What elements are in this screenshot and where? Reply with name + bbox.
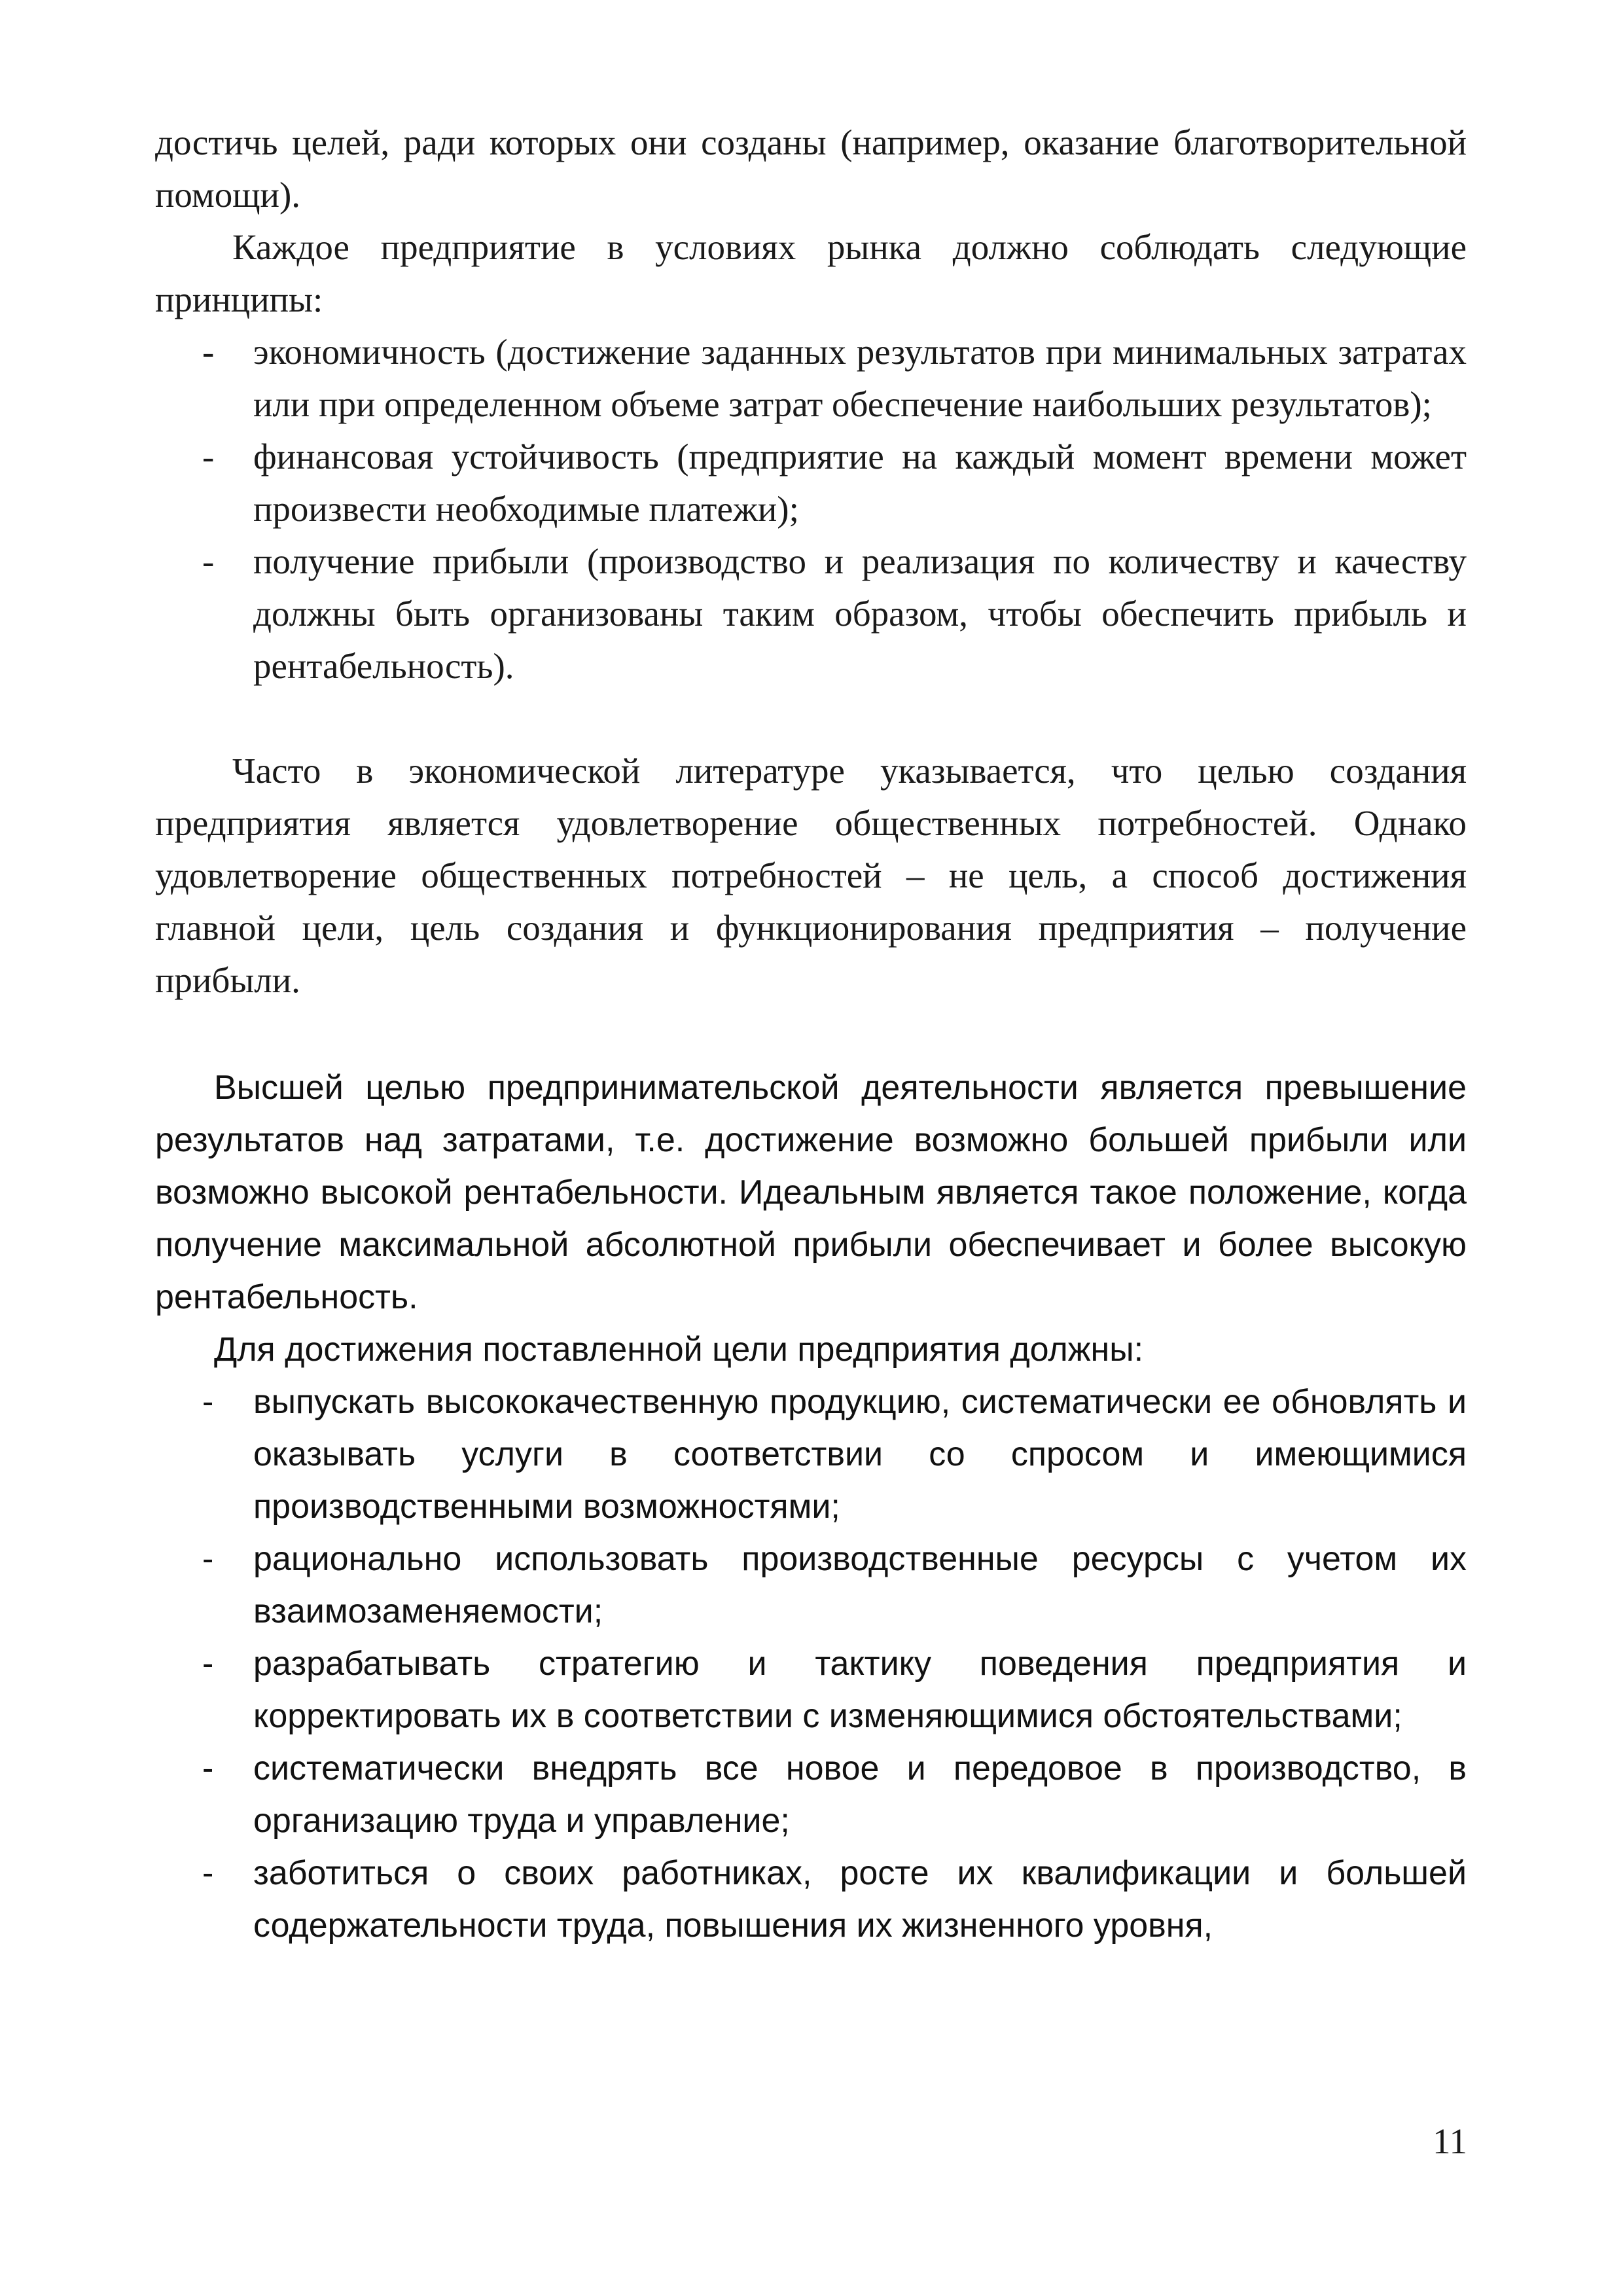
- paragraph-highest-goal: Высшей целью предпринимательской деятельности является превышение результатов над затратами, т.е. достижение возможно большей прибыли или возможно высокой рентабельности. Идеальным является такое положение, когда получение максимальной абсолютной прибыли обеспечивает и более высокую рентабельность.: [155, 1069, 1467, 1316]
- dash-marker: -: [202, 1645, 214, 1683]
- list-item: - систематически внедрять все новое и передовое в производство, в организацию труда и управление;: [155, 1742, 1467, 1847]
- list-item: - получение прибыли (производство и реализация по количеству и качеству должны быть организованы таким образом, чтобы обеспечить прибыль и рентабельность).: [155, 535, 1467, 692]
- dash-marker: -: [202, 332, 215, 372]
- principles-list: [155, 326, 1467, 692]
- list-item: - заботиться о своих работниках, росте их квалификации и большей содержательности труда, повышения их жизненного уровня,: [155, 1847, 1467, 1952]
- text-column: [155, 117, 1467, 1007]
- intro-continuation: достичь целей, ради которых они созданы (например, оказание благотворительной помощи).: [155, 122, 1467, 215]
- tasks-intro: Для достижения поставленной цели предприятия должны:: [214, 1331, 1144, 1369]
- page-number: 11: [1433, 2121, 1467, 2161]
- text-column-sans: [155, 1062, 1467, 1952]
- principles-intro: Каждое предприятие в условиях рынка должно соблюдать следующие принципы:: [155, 227, 1467, 319]
- dash-marker: -: [202, 1854, 214, 1892]
- list-item: - рационально использовать производственные ресурсы с учетом их взаимозаменяемости;: [155, 1533, 1467, 1638]
- dash-marker: -: [202, 1749, 214, 1787]
- tasks-list: [155, 1376, 1467, 1952]
- list-item: - выпускать высококачественную продукцию, систематически ее обновлять и оказывать услуги в соответствии со спросом и имеющимися производственными возможностями;: [155, 1376, 1467, 1533]
- dash-marker: -: [202, 437, 215, 476]
- list-item: - финансовая устойчивость (предприятие на каждый момент времени может произвести необходимые платежи);: [155, 431, 1467, 535]
- paragraph-goal: Часто в экономической литературе указывается, что целью создания предприятия является удовлетворение общественных потребностей. Однако удовлетворение общественных потребностей – не цель, а способ достижения главной цели, цель создания и функционирования предприятия – получение прибыли.: [155, 751, 1467, 1000]
- dash-marker: -: [202, 1540, 214, 1578]
- list-item: - экономичность (достижение заданных результатов при минимальных затратах или при определенном объеме затрат обеспечение наибольших результатов);: [155, 326, 1467, 431]
- list-item: - разрабатывать стратегию и тактику поведения предприятия и корректировать их в соответствии с изменяющимися обстоятельствами;: [155, 1638, 1467, 1742]
- dash-marker: -: [202, 541, 215, 581]
- dash-marker: -: [202, 1383, 214, 1421]
